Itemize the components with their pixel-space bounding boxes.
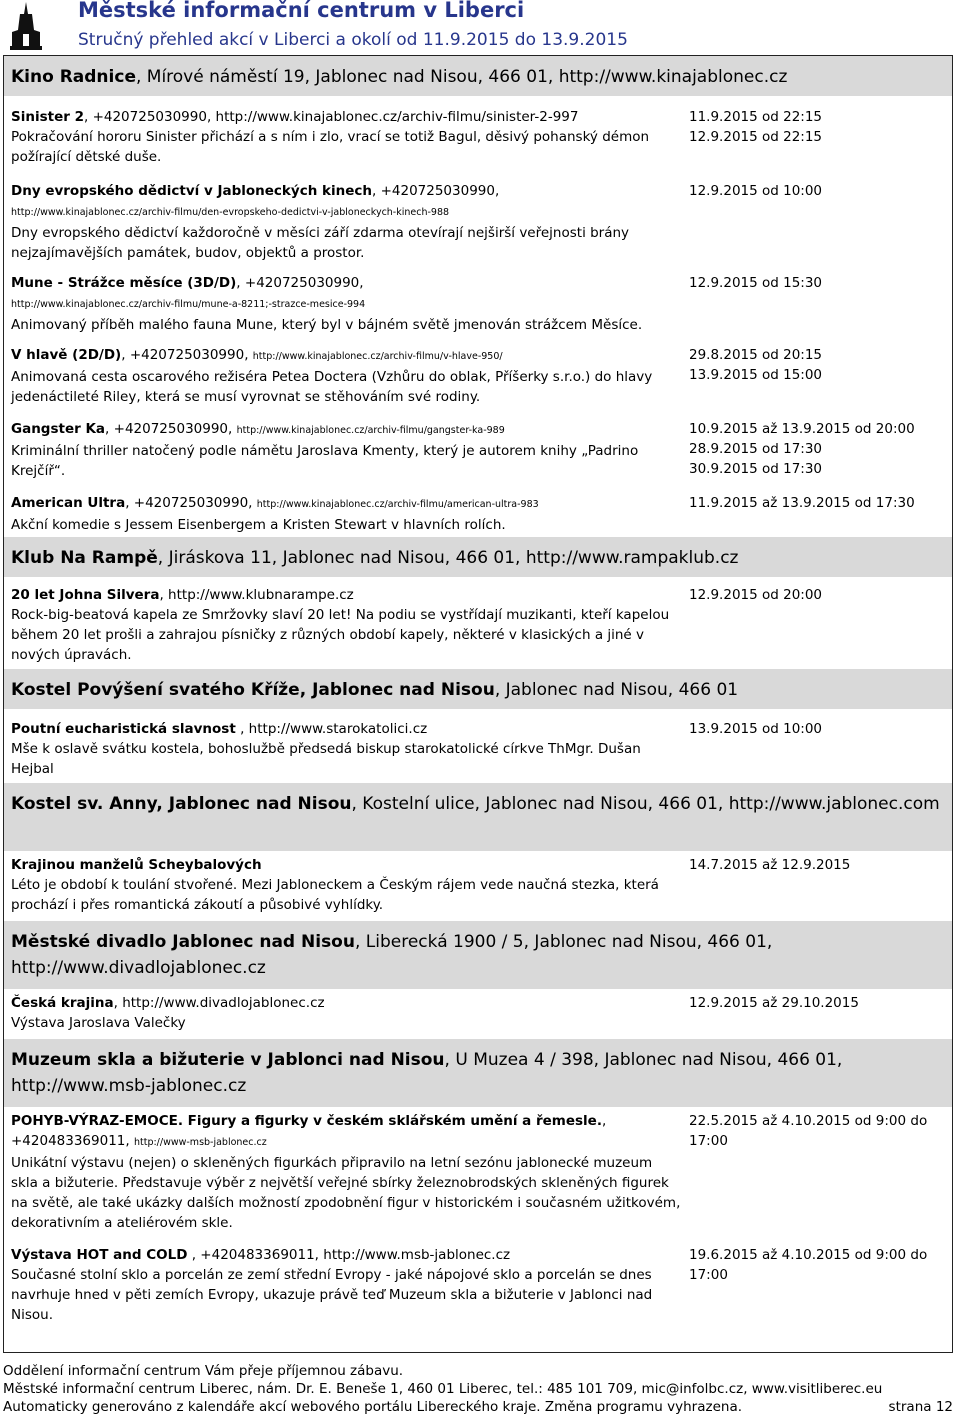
footer-contact[interactable]: Městské informační centrum Liberec, nám. Dr. E. Beneše 1, 460 01 Liberec, tel.: 485 101 709, mic@infolbc.cz, www.visitliberec.eu	[3, 1381, 883, 1397]
event-dates	[689, 107, 949, 147]
event-url[interactable]: http://www.kinajablonec.cz/archiv-filmu/mune-a-8211;-strazce-mesice-994	[11, 299, 366, 310]
event-date: 19.6.2015 až 4.10.2015 od 9:00 do 17:00	[689, 1247, 928, 1283]
event-dates	[689, 719, 949, 739]
event-dates	[689, 493, 949, 513]
event-item	[11, 1111, 681, 1233]
event-title: Sinister 2	[11, 109, 84, 125]
event-dates	[689, 855, 949, 875]
event-contact: , +420725030990,	[121, 347, 253, 363]
event-item	[11, 273, 681, 335]
event-dates	[689, 345, 949, 385]
event-item	[11, 719, 681, 779]
event-title: Poutní eucharistická slavnost	[11, 721, 236, 737]
footer-disclaimer: Automaticky generováno z kalendáře akcí webového portálu Libereckého kraje. Změna programu vyhrazena.	[3, 1399, 743, 1415]
event-contact[interactable]: , http://www.klubnarampe.cz	[159, 587, 354, 603]
event-dates	[689, 181, 949, 201]
event-date: 30.9.2015 od 17:30	[689, 461, 823, 477]
page-footer	[3, 1362, 953, 1416]
event-url[interactable]: http://www.kinajablonec.cz/archiv-filmu/den-evropskeho-dedictvi-v-jabloneckych-kinech-988	[11, 207, 450, 218]
event-description: Léto je období k toulání stvořené. Mezi Jabloneckem a Českým rájem vede naučná stezka, která prochází i přes romantická zákoutí a působivé vyhlídky.	[11, 877, 659, 913]
event-item	[11, 345, 681, 407]
event-date: 11.9.2015 od 22:15	[689, 109, 823, 125]
page-subtitle: Stručný přehled akcí v Liberci a okolí od 11.9.2015 do 13.9.2015	[78, 30, 628, 50]
event-title: Gangster Ka	[11, 421, 106, 437]
event-date: 12.9.2015 až 29.10.2015	[689, 995, 859, 1011]
event-dates	[689, 1111, 944, 1151]
event-title: Dny evropského dědictví v Jabloneckých kinech	[11, 183, 372, 199]
event-item	[11, 855, 681, 915]
venue-address[interactable]: , Mírové náměstí 19, Jablonec nad Nisou, 466 01, http://www.kinajablonec.cz	[135, 67, 788, 87]
event-contact[interactable]: , +420483369011, http://www.msb-jablonec.cz	[187, 1247, 511, 1263]
venue-name: Městské divadlo Jablonec nad Nisou	[11, 932, 355, 952]
event-date: 14.7.2015 až 12.9.2015	[689, 857, 851, 873]
event-dates	[689, 419, 949, 479]
event-item	[11, 585, 681, 665]
event-contact: , +420483369011,	[11, 1113, 607, 1149]
event-item	[11, 181, 681, 263]
venue-address: , Jablonec nad Nisou, 466 01	[494, 680, 739, 700]
event-dates	[689, 585, 949, 605]
page-number: strana 12	[888, 1399, 953, 1415]
venue-address[interactable]: , Jiráskova 11, Jablonec nad Nisou, 466 01, http://www.rampaklub.cz	[157, 548, 739, 568]
event-date: 29.8.2015 od 20:15	[689, 347, 823, 363]
event-url[interactable]: http://www.kinajablonec.cz/archiv-filmu/american-ultra-983	[256, 499, 539, 510]
event-dates	[689, 273, 949, 293]
event-contact[interactable]: , http://www.starokatolici.cz	[235, 721, 428, 737]
venue-address[interactable]: , Liberecká 1900 / 5, Jablonec nad Nisou, 466 01, http://www.divadlojablonec.cz	[11, 932, 773, 978]
event-description: Rock-big-beatová kapela ze Smržovky slaví 20 let! Na podiu se vystřídají muzikanti, kteří kapelou během 20 let prošli a zahrajou písničky z různých období kapely, některé v klasických a jiné v nových úpravách.	[11, 607, 670, 663]
event-description: Výstava Jaroslava Valečky	[11, 1015, 186, 1031]
event-date: 11.9.2015 až 13.9.2015 od 17:30	[689, 495, 915, 511]
event-title: Česká krajina	[11, 995, 114, 1011]
event-date: 22.5.2015 až 4.10.2015 od 9:00 do 17:00	[689, 1113, 928, 1149]
venue-header	[4, 56, 952, 96]
event-title: V hlavě (2D/D)	[11, 347, 122, 363]
event-dates	[689, 993, 949, 1013]
venue-header	[4, 669, 952, 709]
event-item	[11, 419, 681, 481]
venue-name: Klub Na Rampě	[11, 548, 158, 568]
event-item	[11, 1245, 681, 1325]
event-title: Mune - Strážce měsíce (3D/D)	[11, 275, 237, 291]
event-url[interactable]: http://www.kinajablonec.cz/archiv-filmu/gangster-ka-989	[236, 425, 505, 436]
events-frame	[3, 55, 953, 1353]
event-date: 28.9.2015 od 17:30	[689, 441, 823, 457]
event-contact[interactable]: , http://www.divadlojablonec.cz	[113, 995, 325, 1011]
event-contact[interactable]: , +420725030990, http://www.kinajablonec.cz/archiv-filmu/sinister-2-997	[83, 109, 579, 125]
event-title: Krajinou manželů Scheybalových	[11, 857, 262, 873]
event-date: 12.9.2015 od 10:00	[689, 183, 823, 199]
venue-name: Muzeum skla a bižuterie v Jablonci nad Nisou	[11, 1050, 445, 1070]
venue-header	[4, 783, 952, 851]
event-url[interactable]: http://www-msb-jablonec.cz	[133, 1137, 267, 1148]
event-url[interactable]: http://www.kinajablonec.cz/archiv-filmu/v-hlave-950/	[252, 351, 503, 362]
venue-name: Kostel sv. Anny, Jablonec nad Nisou	[11, 794, 352, 814]
event-description: Současné stolní sklo a porcelán ze zemí střední Evropy - jaké nápojové sklo a porcelán se dnes navrhuje hned v pěti zemích Evropy, ukazuje právě teď Muzeum skla a bižuterie v Jablonci nad Nisou.	[11, 1267, 653, 1323]
event-item	[11, 107, 681, 167]
liberec-town-hall-logo-icon	[6, 0, 46, 50]
venue-address[interactable]: , U Muzea 4 / 398, Jablonec nad Nisou, 466 01, http://www.msb-jablonec.cz	[11, 1050, 843, 1096]
event-title: Výstava HOT and COLD	[11, 1247, 188, 1263]
event-description: Pokračování hororu Sinister přichází a s ním i zlo, vrací se totiž Bagul, děsivý pohanský démon požírající dětské duše.	[11, 129, 650, 165]
event-description: Animovaná cesta oscarového režiséra Petea Doctera (Vzhůru do oblak, Příšerky s.r.o.) do hlavy jedenáctileté Riley, která se musí vyrovnat se stěhováním své rodiny.	[11, 369, 653, 405]
page-title: Městské informační centrum v Liberci	[78, 0, 525, 22]
venue-name: Kino Radnice	[11, 67, 136, 87]
venue-header	[4, 921, 952, 989]
event-item	[11, 993, 681, 1033]
event-date: 13.9.2015 od 10:00	[689, 721, 823, 737]
event-contact: , +420725030990,	[125, 495, 257, 511]
event-description: Unikátní výstavu (nejen) o skleněných figurkách připravilo na letní sezónu jablonecké muzeum skla a bižuterie. Představuje výběr z největší veřejné sbírky železnobrodských skleněných figurek na světě, ale také ukázky dalších možností zpodobnění figur v historickém i současném užitkovém, dekorativním a ateliérovém skle.	[11, 1155, 681, 1231]
event-description: Dny evropského dědictví každoročně v měsíci září zdarma otevírají nejširší veřejnosti brány nejzajímavějších památek, budov, objektů a prostor.	[11, 225, 630, 261]
event-title: 20 let Johna Silvera	[11, 587, 160, 603]
event-date: 12.9.2015 od 20:00	[689, 587, 823, 603]
event-title: POHYB-VÝRAZ-EMOCE. Figury a figurky v českém sklářském umění a řemesle.	[11, 1113, 602, 1129]
event-date: 13.9.2015 od 15:00	[689, 367, 823, 383]
venue-name: Kostel Povýšení svatého Kříže, Jablonec nad Nisou	[11, 680, 495, 700]
event-contact: , +420725030990,	[372, 183, 500, 199]
venue-header	[4, 537, 952, 577]
event-date: 10.9.2015 až 13.9.2015 od 20:00	[689, 421, 915, 437]
event-dates	[689, 1245, 944, 1285]
venue-address[interactable]: , Kostelní ulice, Jablonec nad Nisou, 466 01, http://www.jablonec.com	[351, 794, 940, 814]
event-date: 12.9.2015 od 22:15	[689, 129, 823, 145]
venue-header	[4, 1039, 952, 1107]
event-item	[11, 493, 681, 535]
event-title: American Ultra	[11, 495, 126, 511]
footer-greeting: Oddělení informační centrum Vám přeje příjemnou zábavu.	[3, 1363, 404, 1379]
event-contact: , +420725030990,	[105, 421, 237, 437]
event-contact: , +420725030990,	[236, 275, 364, 291]
event-description: Akční komedie s Jessem Eisenbergem a Kristen Stewart v hlavních rolích.	[11, 517, 506, 533]
event-description: Animovaný příběh malého fauna Mune, který byl v bájném světě jmenován strážcem Měsíce.	[11, 317, 643, 333]
event-description: Mše k oslavě svátku kostela, bohoslužbě předsedá biskup starokatolické církve ThMgr. Dušan Hejbal	[11, 741, 641, 777]
event-description: Kriminální thriller natočený podle námětu Jaroslava Kmenty, který je autorem knihy „Padrino Krejčíř“.	[11, 443, 639, 479]
page-header	[0, 0, 960, 58]
event-date: 12.9.2015 od 15:30	[689, 275, 823, 291]
